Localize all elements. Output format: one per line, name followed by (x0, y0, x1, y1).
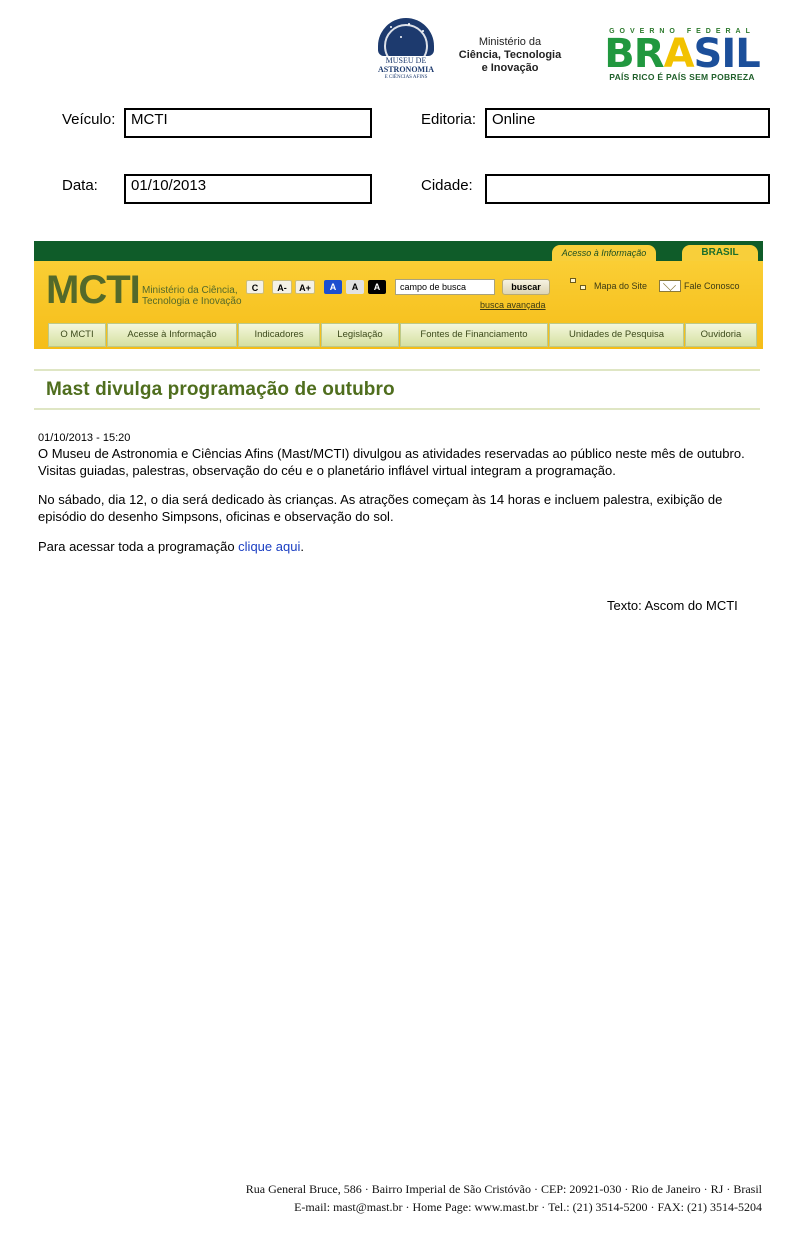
editoria-label: Editoria: (421, 111, 477, 128)
title-top-rule (34, 369, 760, 371)
fale-conosco-link[interactable]: Fale Conosco (684, 281, 740, 291)
brasil-wordmark: BRASIL (604, 31, 760, 77)
nav-item-indicadores[interactable]: Indicadores (238, 323, 320, 347)
data-label: Data: (62, 177, 98, 194)
article-paragraph-1: O Museu de Astronomia e Ciências Afins (Mast/MCTI) divulgou as atividades reservadas ao público neste mês de outubro. Visitas guiadas, palestras, observação do céu e o planetário inflável virtual integram a programação. (38, 446, 745, 478)
contrast-high-button[interactable]: A (368, 280, 386, 294)
ministerio-line3: e Inovação (481, 62, 539, 74)
envelope-icon[interactable] (659, 280, 681, 292)
nav-item-o-mcti[interactable]: O MCTI (48, 323, 106, 347)
editoria-field[interactable]: Online (485, 108, 770, 138)
ministerio-line1: Ministério da (478, 36, 542, 48)
mast-logo (374, 18, 438, 80)
cidade-field[interactable] (485, 174, 770, 204)
advanced-search-link[interactable]: busca avançada (480, 300, 546, 310)
governo-federal-text: GOVERNO FEDERAL (609, 28, 755, 35)
mcti-subtitle: Ministério da Ciência, Tecnologia e Inovação (142, 285, 242, 307)
contrast-blue-button[interactable]: A (324, 280, 342, 294)
article-timestamp: 01/10/2013 - 15:20 (38, 432, 131, 444)
mcti-site-header (34, 241, 763, 349)
data-field[interactable]: 01/10/2013 (124, 174, 372, 204)
article-title: Mast divulga programação de outubro (46, 379, 395, 400)
nav-item-ouvidoria[interactable]: Ouvidoria (685, 323, 757, 347)
brasil-slogan: PAÍS RICO É PAÍS SEM POBREZA (609, 72, 755, 82)
article-paragraph-2: No sábado, dia 12, o dia será dedicado às crianças. As atrações começam às 14 horas e incluem palestra, exibição de episódio do desenho Simpsons, oficinas e observação do sol. (38, 492, 723, 524)
footer-contact: E-mail: mast@mast.br · Home Page: www.mast.br · Tel.: (21) 3514-5200 · FAX: (21) 3514-5204 (294, 1200, 762, 1214)
veiculo-field[interactable]: MCTI (124, 108, 372, 138)
clique-aqui-link[interactable]: clique aqui (238, 539, 301, 554)
sitemap-icon[interactable] (570, 278, 588, 292)
cidade-label: Cidade: (421, 177, 473, 194)
mast-logo-line2: ASTRONOMIA (377, 65, 434, 74)
nav-item-legislacao[interactable]: Legislação (321, 323, 399, 347)
ministerio-line2: Ciência, Tecnologia (458, 49, 562, 61)
ministerio-logo (450, 36, 570, 75)
mcti-logo[interactable]: MCTI (46, 268, 140, 312)
font-increase-button[interactable]: A+ (295, 280, 315, 294)
font-decrease-button[interactable]: A- (272, 280, 292, 294)
governo-federal-brasil-logo (597, 28, 767, 84)
contrast-default-button[interactable]: A (346, 280, 364, 294)
veiculo-label: Veículo: (62, 111, 116, 128)
search-input[interactable] (395, 279, 495, 295)
font-reset-button[interactable]: C (246, 280, 264, 294)
mast-logo-line3: E CIÊNCIAS AFINS (384, 75, 428, 80)
mast-logo-emblem (378, 18, 434, 56)
title-bottom-rule (34, 408, 760, 410)
acesso-informacao-tab[interactable]: Acesso à Informação (552, 245, 656, 261)
nav-item-fontes-financiamento[interactable]: Fontes de Financiamento (400, 323, 548, 347)
mast-logo-line1: MUSEU DE (385, 56, 427, 65)
article-paragraph-3: Para acessar toda a programação clique aqui. (38, 539, 304, 554)
mapa-do-site-link[interactable]: Mapa do Site (594, 281, 648, 291)
footer-address: Rua General Bruce, 586 · Bairro Imperial de São Cristóvão · CEP: 20921-030 · Rio de Janeiro · RJ · Brasil (245, 1182, 762, 1196)
article-credit: Texto: Ascom do MCTI (607, 598, 738, 613)
nav-item-acesse-informacao[interactable]: Acesse à Informação (107, 323, 237, 347)
nav-item-unidades-pesquisa[interactable]: Unidades de Pesquisa (549, 323, 684, 347)
brasil-tab[interactable]: BRASIL (682, 245, 758, 261)
search-button[interactable]: buscar (502, 279, 550, 295)
